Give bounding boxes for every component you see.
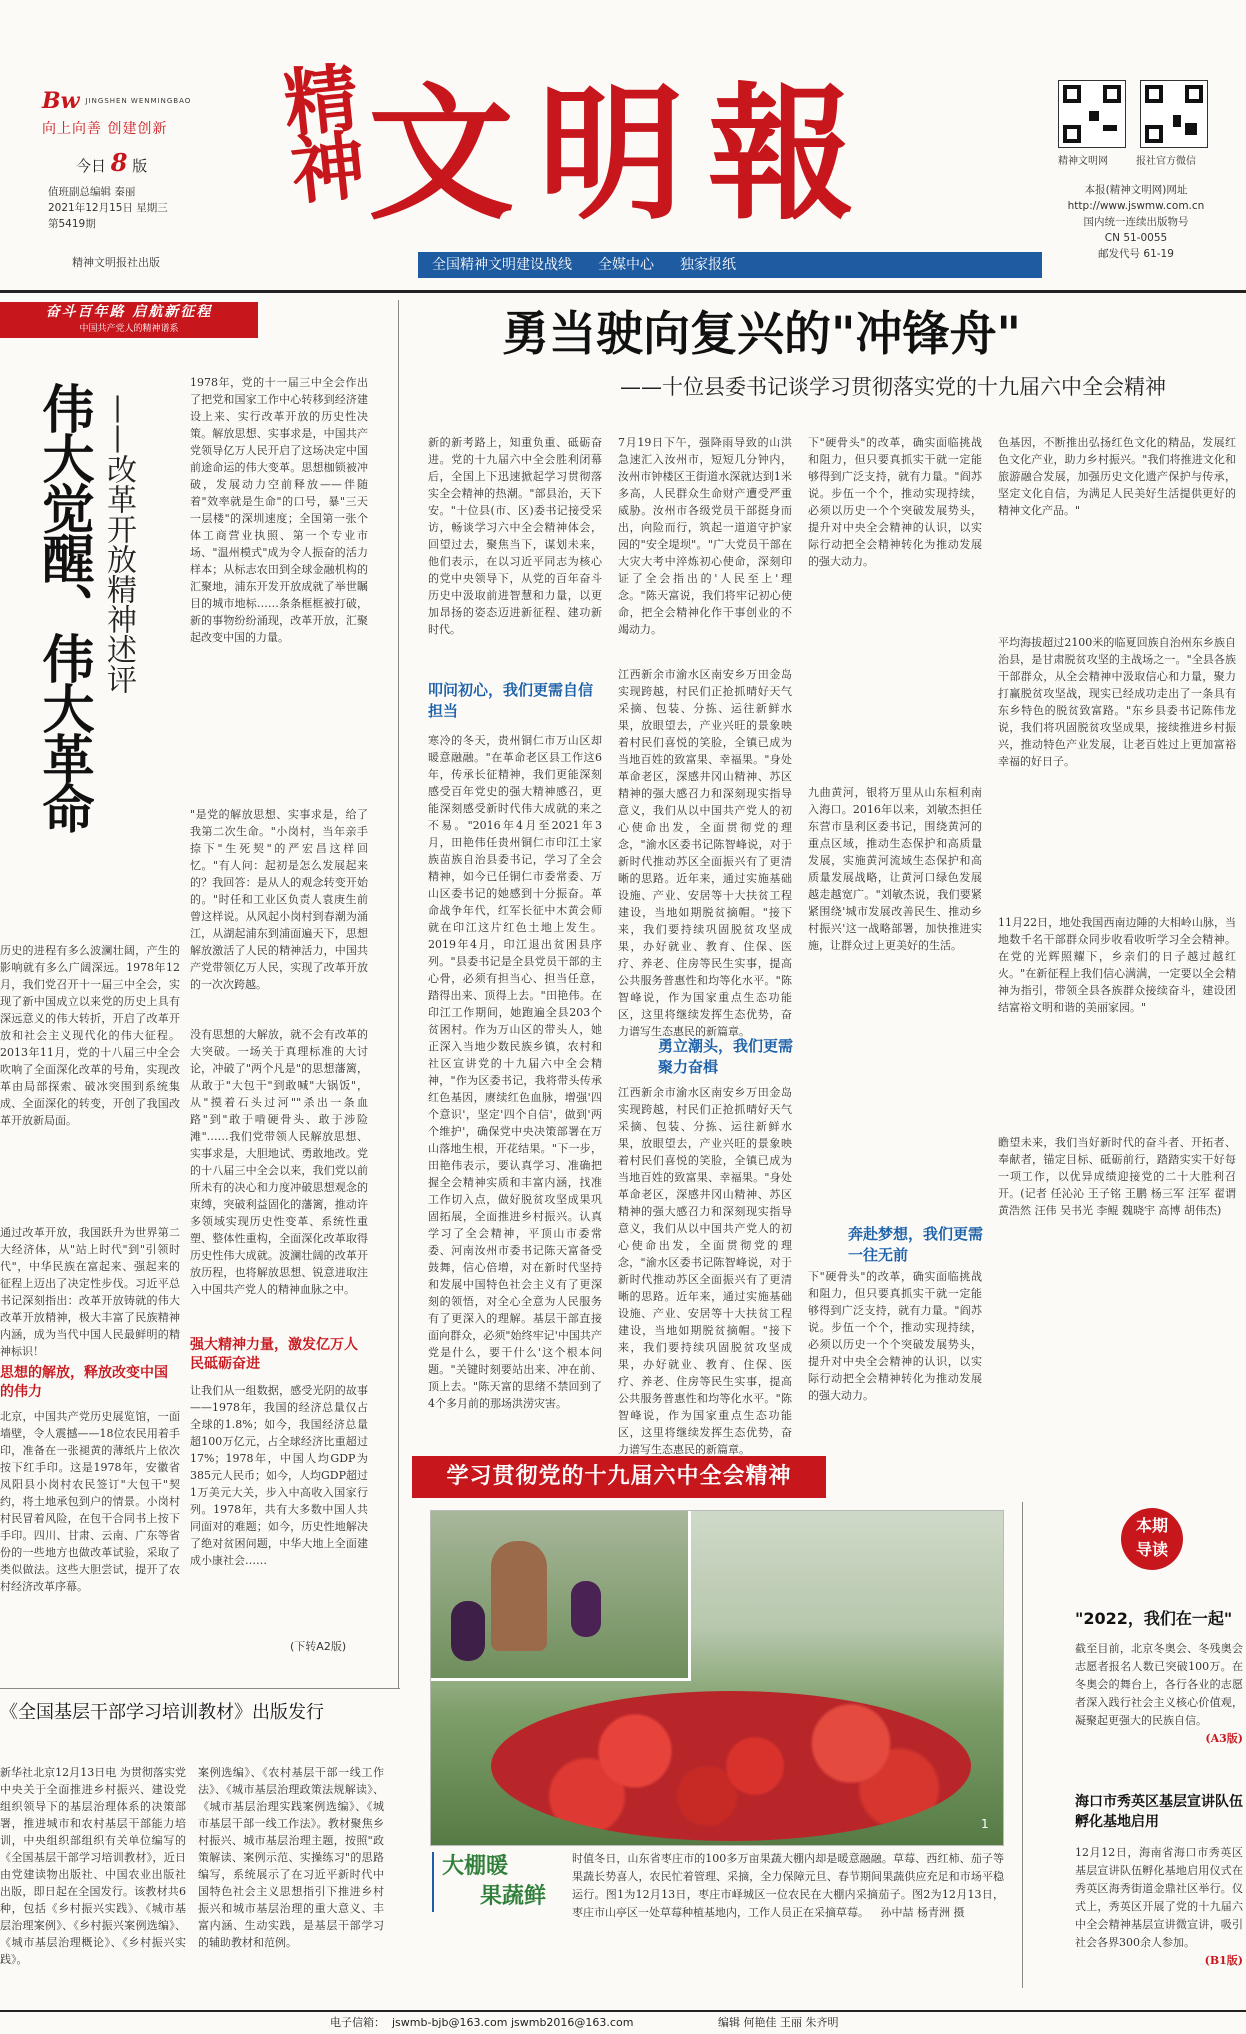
footer-email-label: 电子信箱：	[330, 2016, 385, 2029]
left-subhead: ——改革开放精神述评	[101, 394, 136, 694]
left-col-divider	[398, 300, 399, 1688]
guide-item1-title[interactable]: "2022，我们在一起"	[1075, 1609, 1233, 1628]
sec1-title: 思想的解放，释放改变中国的伟力	[0, 1365, 168, 1400]
issue-number: 第5419期	[48, 218, 96, 230]
photo-caption: 时值冬日，山东省枣庄市的100多万亩果蔬大棚内却是暖意融融。草莓、西红柿、茄子等果蔬长势喜人，农民忙着管理、采摘，全力保障元旦、春节期间果蔬供应充足和市场平稳运行。图1为12月13日，枣庄市峄城区一位农民在大棚内采摘茄子。图2为12月13日，枣庄市山亭区一处草莓种植基地内，工作人员正在采摘草莓。 孙中喆 杨青洲 摄	[572, 1852, 1004, 1919]
lead-sub1: 叩问初心，我们更需自信担当	[428, 681, 594, 720]
photo-label: 大棚暖 果蔬鲜	[432, 1852, 552, 1912]
masthead-title: 文明報	[368, 69, 878, 240]
left-body-right-col-2: "是党的解放思想、实事求是，给了我第二次生命。"小岗村，当年亲手捺下"生死契"的严宏昌这样回忆。"有人问：起初是怎么发展起来的？我回答：是从人的观念转变开始的。"时任和工业区负责人袁庚生前曾这样说。从风起小岗村到春潮为涌江，从湖起浦东到浦面遍天下，思想解放激活了人民的精神活力，中国共产党带领亿万人民，实现了改革开放的一次次跨越。	[190, 808, 368, 991]
left-body-6: 没有思想的大解放，就不会有改革的大突破。一场关于真理标准的大讨论，冲破了"两个凡是"的思想藩篱，从敢于"大包干"到敢喊"大锅饭"，从"摸着石头过河""杀出一条血路"到"敢于啃硬骨头、敢于涉险滩"……我们党带领人民解放思想、实事求是，大胆地试、勇敢地改。党的十八届三中全会以来，我们党以前所未有的决心和力度冲破思想观念的束缚，突破利益固化的藩篱，推动许多领域实现历史性变革、系统性重塑、整体性重构，全面深化改革取得历史性伟大成就。波澜壮阔的改革开放历程，也将解放思想、锐意进取注入中国共产党人的精神血脉之中。	[190, 1028, 368, 1296]
brand-en: JINGSHEN WENMINGBAO	[85, 97, 192, 105]
lead-col2b: 江西新余市渝水区南安乡万田金岛实现跨越，村民们正抢抓晴好天气采摘、包装、分拣、运往新鲜水果，放眼望去，产业兴旺的景象映着村民们喜悦的笑脸，全镇已成为当地百姓的致富果、幸福果。"身处革命老区，深感井冈山精神、苏区精神的强大感召力和深刻现实指导意义，我们从以中国共产党人的初心使命出发，全面贯彻党的理念，"渝水区委书记陈智峰说，对于新时代推动苏区全面振兴有了更清晰的思路。近年来，通过实施基础设施、产业、安居等十大扶贫工程建设，当地如期脱贫摘帽。"接下来，我们要持续巩固脱贫攻坚成果，办好就业、教育、住保、医疗、养老、住房等民生实事，提高公共服务普惠性和均等化水平。"陈智峰说，作为国家重点生态功能区，这里将继续发挥生态优势，奋力谱写生态惠民的新篇章。	[618, 668, 792, 1038]
site-url[interactable]: http://www.jswmw.com.cn	[1067, 200, 1205, 212]
lead-col2: 7月19日下午，强降雨导致的山洪急速汇入汝州市，短短几分钟内，汝州市钟楼区王街道水深就达到1米多高，人民群众生命财产遭受严重威胁。汝州市各级党员干部挺身而出，向险而行，筑起一道道守护家园的"安全堤坝"。"广大党员干部在大灾大考中淬炼初心使命，深刻印证了全会指出的'人民至上'理念。"陈天富说，我们将牢记初心使命，把全会精神化作干事创业的不竭动力。	[618, 436, 792, 636]
lead-sub3: 奔赴梦想，我们更需一往无前	[848, 1225, 984, 1264]
bar-item[interactable]: 独家报纸	[680, 257, 736, 273]
lead-col4c: 11月22日，地处我国西南边陲的大相岭山脉，当地数千名干部群众同步收看收听学习全会精神。在党的光辉照耀下，乡亲们的日子越过越红火。"在新征程上我们信心满满，一定要以全会精神为指引，带领全县各族群众接续奋斗，建设团结富裕文明和谐的美丽家园。"	[998, 916, 1236, 1014]
left-body-7: 让我们从一组数据，感受光阴的故事——1978年，我国的经济总量仅占全球的1.8%；如今，我国经济总量超100万亿元，占全球经济比重超过17%；1978年，中国人均GDP为385元人民币；如今，人均GDP超过1万美元大关，步入中高收入国家行列。1978年，共有大多数中国人共同面对的难题；如今，历史性地解决了绝对贫困问题，中华大地上全面建成小康社会……	[190, 1384, 369, 1567]
guide-item1-page[interactable]: (A3版)	[1205, 1732, 1243, 1745]
guide-item1-body: 截至目前，北京冬奥会、冬残奥会志愿者报名人数已突破100万。在冬奥会的舞台上，各行各业的志愿者深入践行社会主义核心价值观，凝聚起更强大的民族自信。 (A3版)	[1075, 1640, 1243, 1748]
lead-col3b: 九曲黄河，银将万里从山东桓利南入海口。2016年以来，刘敏杰担任东营市垦利区委书记，围绕黄河的重点区域，推动生态保护和高质量发展，实施黄河流域生态保护和高质量发展战略，让黄河口绿色发展越走越宽广。"刘敏杰说，我们要紧紧围绕'城市发展改善民生、推动乡村振兴'这一战略部署，加快推进实施，让群众过上更美好的生活。	[808, 786, 982, 952]
farmer-figure	[491, 1541, 547, 1651]
bar-item[interactable]: 全媒中心	[598, 257, 654, 273]
left-body-right-col: 1978年，党的十一届三中全会作出了把党和国家工作中心转移到经济建设上来、实行改革开放的历史性决策。解放思想、实事求是，中国共产党领导亿万人民开启了这场决定中国前途命运的伟大变革。思想枷锁被冲破，发展动力空前释放——伴随着"效率就是生命"的口号，暴"三天一层楼"的深圳速度；全国第一张个体工商营业执照、第一个专业市场、"温州模式"成为令人振奋的活力样本；从标志农田到全球金融机构的汇聚地，浦东开发开放成就了举世瞩目的城市地标……条条框框被打破，新的事物纷纷涌现，改革开放，汇聚起改变中国的力量。	[190, 376, 368, 644]
bar-item[interactable]: 全国精神文明建设战线	[432, 257, 572, 273]
inset-photo-eggplant	[431, 1511, 691, 1681]
left-body-intro: 历史的进程有多么波澜壮阔，产生的影响就有多么广阔深远。1978年12月，我们党召开十一届三中全会，实现了新中国成立以来党的历史上具有深远意义的伟大转折，开启了改革开放和社会主义现代化的伟大征程。2013年11月，党的十八届三中全会吹响了全面深化改革的号角，实现改革由局部探索、破冰突围到系统集成、全面深化的转变，开创了我国改革开放新局面。	[0, 944, 180, 1127]
guide-item2-page[interactable]: (B1版)	[1204, 1954, 1243, 1967]
guide-item2-title[interactable]: 海口市秀英区基层宣讲队伍孵化基地启用	[1075, 1794, 1243, 1830]
bottom-story	[0, 1700, 400, 2000]
lead-subhead: ——十位县委书记谈学习贯彻落实党的十九届六中全会精神	[620, 375, 1166, 399]
brand-mark: Bw	[42, 88, 80, 114]
masthead-bar	[418, 252, 1042, 278]
publication-info: 本报(精神文明网)网址 http://www.jswmw.com.cn 国内统一连续出版物号 CN 51-0055 邮发代号 61-19	[1056, 182, 1216, 262]
slogan: 向上向善 创建创新	[42, 121, 168, 137]
footer-email[interactable]: jswmb-bjb@163.com jswmb2016@163.com	[392, 2016, 634, 2029]
masthead-divider	[0, 290, 1246, 293]
logo-seal: 精神	[268, 57, 368, 203]
lead-sub2: 勇立潮头，我们更需聚力奋楫	[658, 1037, 794, 1076]
qr-code-site	[1058, 80, 1126, 148]
duty-editor: 值班副总编辑 秦丽	[48, 186, 136, 198]
lead-story	[410, 302, 1246, 1456]
left-headline: 伟大觉醒、伟大革命	[33, 382, 93, 832]
eggplant	[571, 1581, 601, 1637]
issue-meta	[48, 184, 168, 232]
lead-col4: 色基因，不断推出弘扬红色文化的精品，发展红色文化产业，助力乡村振兴。"我们将推进文化和旅游融合发展，加强历史文化遗产保护与传承，坚定文化自信，为满足人民美好生活提供更好的精神文化产品。"	[998, 436, 1236, 517]
bottom-col2: 案例选编》、《农村基层干部一线工作法》、《城市基层治理政策法规解读》、《城市基层治理实践案例选编》、《城市基层干部一线工作法》。教材聚焦乡村振兴、城市基层治理主题，按照"政策解读、案例示范、实操练习"的思路编写，系统展示了在习近平新时代中国特色社会主义思想指引下推进乡村振兴和城市基层治理的重大意义、丰富内涵、生动实践，是基层干部学习的辅助教材和范例。	[198, 1766, 384, 1949]
qr2-label: 报社官方微信	[1136, 156, 1196, 167]
footer	[0, 2014, 1246, 2034]
photo-greenhouse	[430, 1510, 1004, 1846]
today-pages: 今日 8 版	[76, 148, 148, 177]
left-story	[0, 302, 392, 1690]
masthead	[0, 0, 1246, 300]
footer-editors: 编辑 何艳佳 王丽 朱齐明	[718, 2016, 839, 2029]
lead-col2c: 江西新余市渝水区南安乡万田金岛实现跨越，村民们正抢抓晴好天气采摘、包装、分拣、运往新鲜水果，放眼望去，产业兴旺的景象映着村民们喜悦的笑脸，全镇已成为当地百姓的致富果、幸福果。"身处革命老区，深感井冈山精神、苏区精神的强大感召力和深刻现实指导意义，我们从以中国共产党人的初心使命出发，全面贯彻党的理念，"渝水区委书记陈智峰说，对于新时代推动苏区全面振兴有了更清晰的思路。近年来，通过实施基础设施、产业、安居等十大扶贫工程建设，当地如期脱贫摘帽。"接下来，我们要持续巩固脱贫攻坚成果，办好就业、教育、住保、医疗、养老、住房等民生实事，提高公共服务普惠性和均等化水平。"陈智峰说，作为国家重点生态功能区，这里将继续发挥生态优势，奋力谱写生态惠民的新篇章。	[618, 1086, 792, 1456]
eggplant	[451, 1601, 485, 1661]
lead-col1b: 寒冷的冬天，贵州铜仁市万山区却暖意融融。"在革命老区县工作这6年，传承长征精神，我们更能深刻感受百年党史的强大精神感召，更能深刻感受新时代伟大成就的来之不易。"2016年4月至2021年3月，田艳伟任贵州铜仁市印江土家族苗族自治县委书记，学习了全会精神，如今已任铜仁市委常委、万山区委书记的她感到十分振奋。革命战争年代，红军长征中木黄会师就在印江这片红色土地上发生。2019年4月，印江退出贫困县序列。"县委书记是全县党员干部的主心骨，必须有担当心、担当任意，踏得出来、顶得上去。"田艳伟。在印江工作期间，她跑遍全县203个贫困村。作为万山区的带头人，她正深入当地少数民族乡镇，农村和社区宣讲党的十九届六中全会精神，"作为区委书记，我将带头传承红色基因，赓续红色血脉，增强'四个意识'，坚定'四个自信'，做到'两个维护'，确保党中央决策部署在万山落地生根，开花结果。"下一步，田艳伟表示，要认真学习、准确把握全会精神实质和丰富内涵，找准工作切入点，做好脱贫攻坚成果巩固拓展，全面推进乡村振兴。认真学习了全会精神，平顶山市委常委、河南汝州市委书记陈天富备受鼓舞，信心倍增，对在新时代坚持和发展中国特色社会主义有了更深刻的领悟，对全心全意为人民服务有了更深入的理解。基层干部直接面向群众，必须"始终牢记'中国共产党是什么，要干什么'这个根本问题。"关键时刻要站出来、冲在前、顶上去。"陈天富的思绪不禁回到了4个多月前的那场洪涝灾害。	[428, 734, 602, 1410]
bottom-col1: 新华社北京12月13日电 为贯彻落实党中央关于全面推进乡村振兴、建设党组织领导下的基层治理体系的决策部署，推进城市和农村基层干部能力培训，中央组织部组织有关单位编写的《全国基层干部学习培训教材》，近日由党建读物出版社、中国农业出版社出版，即日起在全国发行。该教材共6种，包括《乡村振兴实践》、《城市基层治理案例》、《乡村振兴案例选编》、《城市基层治理概论》、《乡村振兴实践》。	[0, 1766, 186, 1966]
series-banner: 奋斗百年路 启航新征程 中国共产党人的精神谱系	[0, 302, 258, 338]
guide-badge: 本期 导读	[1121, 1508, 1183, 1570]
guide-item2-body: 12月12日，海南省海口市秀英区基层宣讲队伍孵化基地启用仪式在秀英区海秀街道金鼎社区举行。仪式上，秀英区开展了党的十九届六中全会精神基层宣讲微宣讲，吸引社会各界300余人参加。 (B1版)	[1075, 1844, 1243, 1970]
lead-col3c: 下"硬骨头"的改革，确实面临挑战和阻力，但只要真抓实干就一定能够得到广泛支持，就有力量。"阎苏说。步伍一个个，推动实现持续，必须以历史一个个突破发展势头，提升对中央全会精神的认识，以实际行动把全会精神转化为推动发展的强大动力。	[808, 1270, 982, 1402]
lead-col1: 新的新考路上，知重负重、砥砺奋进。党的十九届六中全会胜利闭幕后，全国上下迅速掀起学习贯彻落实全会精神的热潮。"部县治，天下安。"十位县(市、区)委书记接受采访，畅谈学习六中全会精神体会，回望过去，聚焦当下，谋划未来，他们表示，在以习近平同志为核心的党中央领导下，从党的百年奋斗历史中汲取前进智慧和力量，以更加昂扬的姿态迈进新征程、建功新时代。	[428, 436, 602, 636]
issue-date: 2021年12月15日 星期三	[48, 202, 168, 214]
lead-col4d: 瞻望未来，我们当好新时代的奋斗者、开拓者、奉献者，锚定目标、砥砺前行，踏踏实实干好每一项工作，以优异成绩迎接党的二十大胜利召开。(记者 任沁沁 王子铭 王鹏 杨三军 汪军 翟谓 黄浩然 汪伟 吴书光 李鲲 魏晓宇 高博 胡伟杰)	[998, 1136, 1236, 1217]
strawberry-tray	[491, 1691, 971, 1841]
sec2-title: 强大精神力量，激发亿万人民砥砺奋进	[190, 1337, 358, 1372]
continued-note: (下转A2版)	[290, 1640, 347, 1653]
brand-logo-small	[42, 88, 202, 138]
photo-number: 1	[981, 1817, 989, 1831]
lead-headline: 勇当驶向复兴的"冲锋舟"	[502, 307, 1021, 362]
guide-sidebar	[1022, 1502, 1246, 1988]
footer-rule	[0, 2010, 1246, 2012]
bottom-divider	[0, 1688, 400, 1689]
qr1-label: 精神文明网	[1058, 156, 1108, 167]
left-body-2: 通过改革开放，我国跃升为世界第二大经济体，从"站上时代"到"引领时代"，中华民族在富起来、强起来的征程上迈出了决定性步伐。习近平总书记深刻指出：改革开放铸就的伟大改革开放精神，极大丰富了民族精神内涵，成为当代中国人民最鲜明的精神标识！	[0, 1226, 180, 1358]
study-banner: 学习贯彻党的十九届六中全会精神	[412, 1456, 826, 1498]
publisher: 精神文明报社出版	[72, 256, 160, 269]
lead-col4b: 平均海拔超过2100米的临夏回族自治州东乡族自治县，是甘肃脱贫攻坚的主战场之一。"全县各族干部群众，从全会精神中汲取信心和力量，聚力打赢脱贫攻坚战，现实已经成功走出了一条具有东乡特色的脱贫致富路。"东乡县委书记陈伟龙说，我们将巩固脱贫攻坚成果，接续推进乡村振兴，推动特色产业发展，让老百姓过上更加富裕幸福的好日子。	[998, 636, 1236, 768]
photo-credit: 孙中喆 杨青洲 摄	[880, 1906, 965, 1919]
qr-code-wechat	[1140, 80, 1208, 148]
lead-col3: 下"硬骨头"的改革，确实面临挑战和阻力，但只要真抓实干就一定能够得到广泛支持，就有力量。"阎苏说。步伍一个个，推动实现持续，必须以历史一个个突破发展势头，提升对中央全会精神的认识，以实际行动把全会精神转化为推动发展的强大动力。	[808, 436, 982, 568]
left-body-3: 北京，中国共产党历史展览馆，一面墙壁，令人震撼——18位农民用着手印，准备在一张褪黄的薄纸片上依次按下红手印。这是1978年，安徽省凤阳县小岗村农民签订"大包干"契约，将土地承包到户的情景。小岗村村民冒着风险，在包干合同书上按下手印。四川、甘肃、云南、广东等省份的一些地方也做改革试验，采取了类似做法。这些大胆尝试，提开了农村经济改革序幕。	[0, 1410, 180, 1593]
bottom-headline: 《全国基层干部学习培训教材》出版发行	[0, 1702, 324, 1723]
